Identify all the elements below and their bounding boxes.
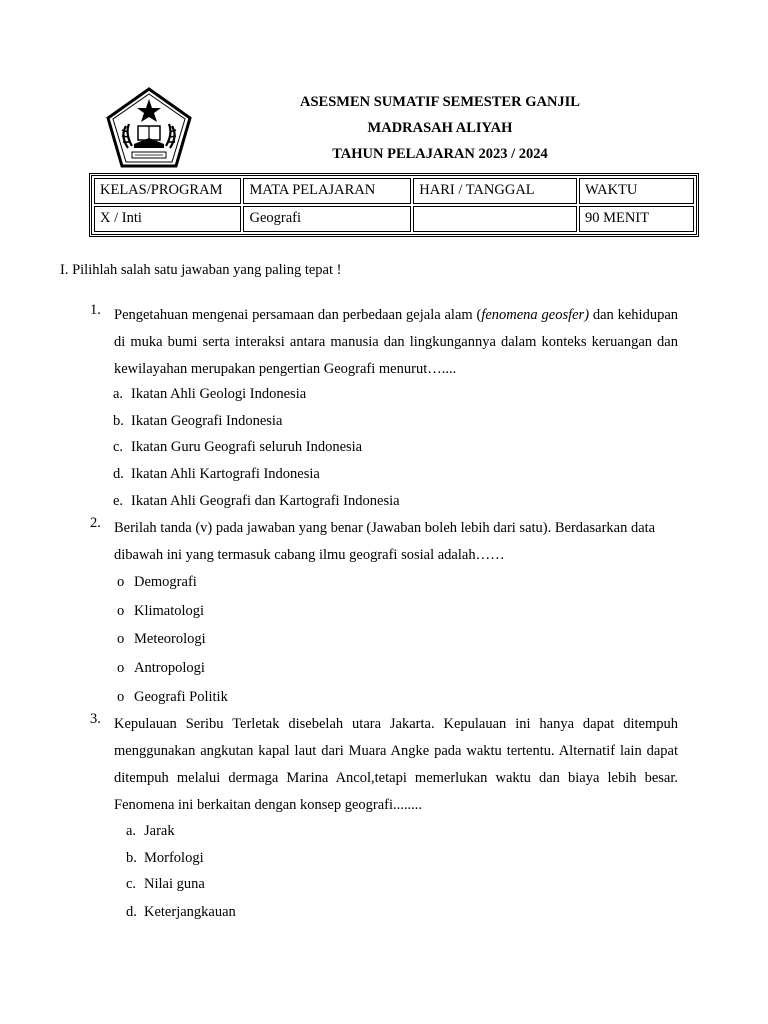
checkbox-option-2b[interactable]: o Klimatologi: [117, 603, 205, 619]
option-3a[interactable]: a. Jarak: [126, 823, 175, 839]
question-3: [90, 711, 678, 819]
exam-info-table: [89, 173, 699, 237]
checkbox-option-2e[interactable]: o Geografi Politik: [117, 689, 228, 705]
option-3b[interactable]: b. Morfologi: [126, 850, 204, 866]
header-waktu: WAKTU: [579, 178, 694, 204]
option-1e[interactable]: e. Ikatan Ahli Geografi dan Kartografi Indonesia: [113, 493, 400, 509]
checkbox-option-2a[interactable]: o Demografi: [117, 574, 197, 590]
school-name: MADRASAH ALIYAH: [367, 120, 513, 136]
table-row: [94, 206, 694, 232]
instruction: I. Pilihlah salah satu jawaban yang paling tepat !: [60, 262, 342, 278]
question-number: 1.: [90, 302, 101, 318]
value-waktu: 90 MENIT: [579, 206, 694, 232]
option-3c[interactable]: c. Nilai guna: [126, 876, 205, 892]
header-mapel: MATA PELAJARAN: [243, 178, 411, 204]
header-kelas: KELAS/PROGRAM: [94, 178, 241, 204]
question-1: [90, 302, 678, 383]
question-text: Kepulauan Seribu Terletak disebelah utara Jakarta. Kepulauan ini hanya dapat ditempuh menggunakan angkutan kapal laut dari Muara Angke pada waktu tertentu. Alternatif lain dapat ditempuh melalui dermaga Marina Ancol,tetapi memerlukan waktu dan biaya lebih besar. Fenomena ini berkaitan dengan konsep geografi........: [114, 716, 678, 813]
checkbox-option-2c[interactable]: o Meteorologi: [117, 631, 206, 647]
question-2: [90, 515, 678, 569]
header-hari: HARI / TANGGAL: [413, 178, 577, 204]
option-1a[interactable]: a. Ikatan Ahli Geologi Indonesia: [113, 386, 307, 402]
question-text: Pengetahuan mengenai persamaan dan perbedaan gejala alam (fenomena geosfer) dan kehidupan di muka bumi serta interaksi antara manusia dan lingkungannya dalam konteks keruangan dan kewilayahan merupakan pengertian Geografi menurut…....: [114, 307, 679, 377]
value-hari: [413, 206, 577, 232]
value-mapel: Geografi: [243, 206, 411, 232]
value-kelas: X / Inti: [94, 206, 241, 232]
academic-year: TAHUN PELAJARAN 2023 / 2024: [332, 146, 548, 162]
option-1b[interactable]: b. Ikatan Geografi Indonesia: [113, 413, 283, 429]
kemenag-emblem-icon: [104, 86, 194, 170]
exam-title: ASESMEN SUMATIF SEMESTER GANJIL: [300, 94, 580, 110]
question-text: Berilah tanda (v) pada jawaban yang benar (Jawaban boleh lebih dari satu). Berdasarkan data dibawah ini yang termasuk cabang ilmu geografi sosial adalah……: [114, 520, 656, 563]
table-header-row: [94, 178, 694, 204]
question-number: 3.: [90, 711, 101, 727]
checkbox-option-2d[interactable]: o Antropologi: [117, 660, 205, 676]
option-3d[interactable]: d. Keterjangkauan: [126, 904, 236, 920]
option-1c[interactable]: c. Ikatan Guru Geografi seluruh Indonesia: [113, 439, 363, 455]
option-1d[interactable]: d. Ikatan Ahli Kartografi Indonesia: [113, 466, 320, 482]
question-number: 2.: [90, 515, 101, 531]
